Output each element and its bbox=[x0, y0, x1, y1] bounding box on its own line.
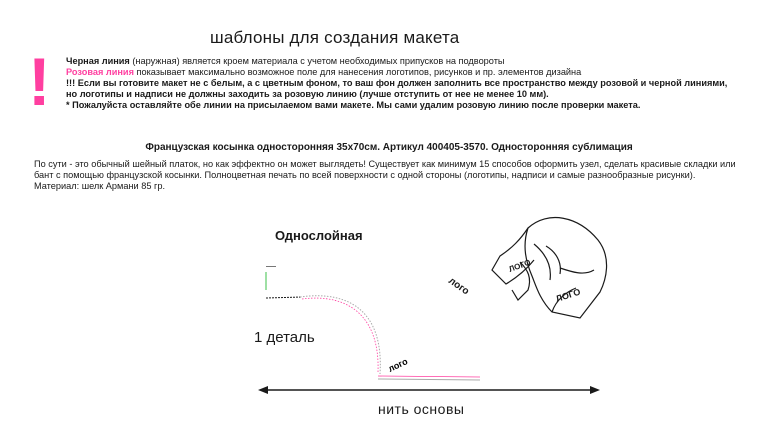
exclamation-mark: ! bbox=[28, 44, 51, 120]
top-edge-black bbox=[266, 297, 302, 298]
arrow-right-head bbox=[590, 386, 600, 394]
scarf-logo-right: ЛОГО bbox=[554, 286, 582, 304]
detail-count-label: 1 деталь bbox=[254, 329, 315, 346]
black-line-text: (наружная) является кроем материала с учетом необходимых припусков на подвороты bbox=[129, 56, 505, 66]
note-background: !!! Если вы готовите макет не с белым, а с цветным фоном, то ваш фон должен заполнить все пространство между розовой и черной линиями, bbox=[66, 78, 728, 88]
cut-line-pink bbox=[302, 298, 378, 372]
pink-line-term: Розовая линия bbox=[66, 67, 134, 77]
grain-direction-label: нить основы bbox=[378, 401, 465, 417]
logo-text-rotated: лого bbox=[446, 275, 472, 298]
tiny-label-mark bbox=[266, 266, 276, 267]
black-line-term: Черная линия bbox=[66, 56, 130, 66]
description-line-3: Материал: шелк Армани 85 гр. bbox=[34, 181, 166, 191]
description-line-2: бант с помощью французской косынки. Полноцветная печать по всей поверхности с одной стороны (логотипы, надписи и самые разнообразные рисунки). bbox=[34, 170, 696, 180]
arrow-left-head bbox=[258, 386, 268, 394]
variant-label: Однослойная bbox=[275, 228, 363, 243]
template-logo-text: лого bbox=[386, 356, 410, 374]
bottom-edge-black bbox=[378, 379, 480, 380]
page-title: шаблоны для создания макета bbox=[210, 28, 460, 47]
grain-arrow bbox=[258, 386, 600, 394]
cut-line-black bbox=[300, 296, 380, 374]
note-keep-lines: * Пожалуйста оставляйте обе линии на присылаемом вами макете. Мы сами удалим розовую линию после проверки макета. bbox=[66, 100, 641, 110]
description-line-1: По сути - это обычный шейный платок, но как эффектно он может выглядеть! Существует как минимум 15 способов оформить узел, сделать красивые складки или bbox=[34, 159, 736, 169]
note-margin: но логотипы и надписи не должны заходить за розовую линию (лучше отступить от нее не менее 10 мм). bbox=[66, 89, 549, 99]
scarf-logo-left: ЛОГО bbox=[507, 257, 532, 274]
product-subtitle: Французская косынка односторонняя 35х70см. Артикул 400405-3570. Односторонняя сублимация bbox=[145, 142, 633, 153]
pink-line-text: показывает максимально возможное поле для нанесения логотипов, рисунков и пр. элементов дизайна bbox=[133, 67, 582, 77]
bottom-edge-pink bbox=[378, 376, 480, 377]
